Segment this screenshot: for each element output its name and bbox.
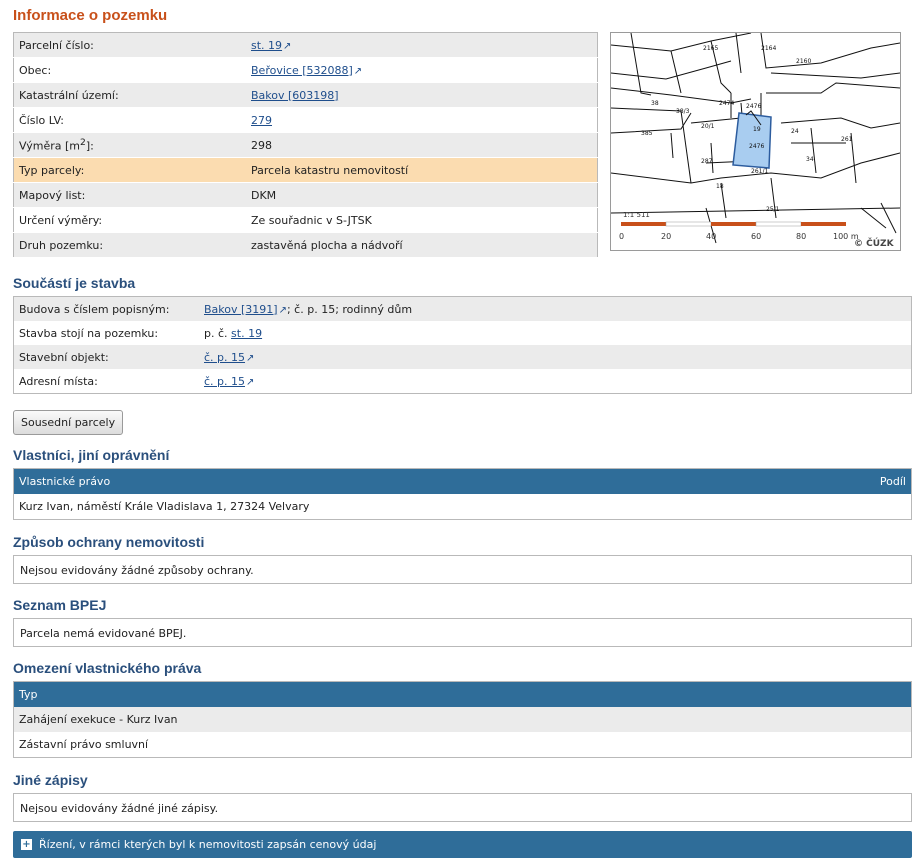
map-label: 2476 <box>749 143 765 150</box>
restrictions-header-type: Typ <box>19 688 38 701</box>
map-drawing <box>611 33 900 250</box>
map-label: 287 <box>701 158 713 165</box>
label-typ-parcely: Typ parcely: <box>14 158 247 183</box>
label-druh-pozemku: Druh pozemku: <box>14 233 247 258</box>
stoji-na-prefix: p. č. <box>204 326 228 340</box>
label-katastralni-uzemi: Katastrální území: <box>14 83 247 108</box>
label-obec: Obec: <box>14 58 247 83</box>
value-adresni-mista <box>199 369 912 394</box>
row-budova <box>14 297 912 322</box>
label-budova: Budova s číslem popisným: <box>14 297 200 322</box>
scale-tick: 80 <box>796 232 807 241</box>
section-title-stavba: Součástí je stavba <box>13 275 136 291</box>
value-druh-pozemku: zastavěná plocha a nádvoří <box>246 233 598 258</box>
owners-table <box>13 468 912 520</box>
map-copyright: © ČÚZK <box>854 239 894 249</box>
neighbor-parcels-button[interactable]: Sousední parcely <box>13 410 123 435</box>
link-obec[interactable]: Beřovice [532088] <box>251 63 353 77</box>
price-proceedings-toggle[interactable] <box>13 831 912 858</box>
owners-header <box>14 469 911 494</box>
link-katastralni-uzemi[interactable]: Bakov [603198] <box>251 88 339 102</box>
row-vymera <box>14 133 598 158</box>
map-scale-ticks <box>619 232 859 241</box>
label-vymera <box>14 133 247 158</box>
parcel-info-table <box>13 32 598 258</box>
row-druh-pozemku <box>14 233 598 258</box>
value-katastralni-uzemi <box>246 83 598 108</box>
row-urceni-vymery <box>14 208 598 233</box>
value-stoji-na <box>199 321 912 345</box>
price-proceedings-label: Řízení, v rámci kterých byl k nemovitosti zapsán cenový údaj <box>39 838 377 851</box>
section-title-bpej: Seznam BPEJ <box>13 597 107 613</box>
external-link-icon[interactable]: ↗ <box>246 376 255 388</box>
row-stavebni-objekt <box>14 345 912 369</box>
section-title-jine: Jiné zápisy <box>13 772 88 788</box>
value-stavebni-objekt <box>199 345 912 369</box>
label-vymera-end: ]: <box>85 139 94 153</box>
label-parcelni-cislo: Parcelní číslo: <box>14 33 247 58</box>
scale-tick: 100 m <box>833 232 859 241</box>
building-table <box>13 296 912 394</box>
scale-tick: 40 <box>706 232 717 241</box>
label-stoji-na: Stavba stojí na pozemku: <box>14 321 200 345</box>
owner-row: Kurz Ivan, náměstí Krále Vladislava 1, 27324 Velvary <box>19 500 310 513</box>
value-parcelni-cislo <box>246 33 598 58</box>
other-records-box: Nejsou evidovány žádné jiné zápisy. <box>13 793 912 822</box>
external-link-icon[interactable]: ↗ <box>246 352 255 364</box>
value-typ-parcely: Parcela katastru nemovitostí <box>246 158 598 183</box>
restrictions-table <box>13 681 912 758</box>
map-label: 34 <box>806 156 814 163</box>
map-label: 18 <box>716 183 724 190</box>
map-label: 2160 <box>796 58 812 65</box>
row-obec <box>14 58 598 83</box>
map-label: 25/1 <box>766 206 780 213</box>
map-label: 19 <box>753 126 761 133</box>
row-katastralni-uzemi <box>14 83 598 108</box>
label-stavebni-objekt: Stavební objekt: <box>14 345 200 369</box>
label-vymera-text: Výměra [m <box>19 139 80 153</box>
map-label: 24 <box>791 128 799 135</box>
restriction-row: Zástavní právo smluvní <box>19 738 149 751</box>
link-parcel-number[interactable]: st. 19 <box>251 38 283 52</box>
row-parcelni-cislo <box>14 33 598 58</box>
bpej-box: Parcela nemá evidované BPEJ. <box>13 618 912 647</box>
map-label: 38 <box>651 100 659 107</box>
restrictions-header <box>14 682 911 707</box>
label-cislo-lv: Číslo LV: <box>14 108 247 133</box>
link-adresni-mista[interactable]: č. p. 15 <box>204 374 246 388</box>
value-urceni-vymery: Ze souřadnic v S-JTSK <box>246 208 598 233</box>
label-adresni-mista: Adresní místa: <box>14 369 200 394</box>
scale-tick: 60 <box>751 232 762 241</box>
row-cislo-lv <box>14 108 598 133</box>
row-mapovy-list <box>14 183 598 208</box>
restriction-row: Zahájení exekuce - Kurz Ivan <box>14 707 911 732</box>
row-adresni-mista <box>14 369 912 394</box>
link-cislo-lv[interactable]: 279 <box>251 113 272 127</box>
map-label: 2164 <box>761 45 777 52</box>
section-title-vlastnici: Vlastníci, jiní oprávnění <box>13 447 170 463</box>
map-scale-label: 1:1 511 <box>623 211 650 219</box>
external-link-icon[interactable]: ↗ <box>353 65 363 77</box>
map-label: 2476 <box>746 103 762 110</box>
row-typ-parcely <box>14 158 598 183</box>
scale-tick: 0 <box>619 232 625 241</box>
link-budova[interactable]: Bakov [3191] <box>204 302 278 316</box>
owners-header-share: Podíl <box>879 475 906 488</box>
value-obec <box>246 58 598 83</box>
cadastral-map[interactable] <box>610 32 901 251</box>
map-label: 261/1 <box>751 168 769 175</box>
scale-tick: 20 <box>661 232 672 241</box>
map-label: 20/1 <box>701 123 715 130</box>
protection-box: Nejsou evidovány žádné způsoby ochrany. <box>13 555 912 584</box>
value-vymera: 298 <box>246 133 598 158</box>
map-label: 2474 <box>719 100 735 107</box>
page-title: Informace o pozemku <box>13 7 168 24</box>
section-title-ochrana: Způsob ochrany nemovitosti <box>13 534 205 550</box>
budova-detail: ; č. p. 15; rodinný dům <box>286 302 413 316</box>
label-mapovy-list: Mapový list: <box>14 183 247 208</box>
value-budova <box>199 297 912 322</box>
section-title-omezeni: Omezení vlastnického práva <box>13 660 202 676</box>
map-label: 38/3 <box>676 108 690 115</box>
value-cislo-lv <box>246 108 598 133</box>
link-stavebni-objekt[interactable]: č. p. 15 <box>204 350 246 364</box>
link-stoji-na[interactable]: st. 19 <box>231 326 263 340</box>
plus-icon[interactable]: + <box>22 839 31 850</box>
label-urceni-vymery: Určení výměry: <box>14 208 247 233</box>
external-link-icon[interactable]: ↗ <box>278 304 287 316</box>
value-mapovy-list: DKM <box>246 183 598 208</box>
map-label: 2165 <box>703 45 719 52</box>
map-scale-bar <box>621 222 846 226</box>
label-vymera-sup: 2 <box>80 137 86 149</box>
external-link-icon[interactable]: ↗ <box>283 40 292 52</box>
map-label: 385 <box>641 130 653 137</box>
owners-header-right-type: Vlastnické právo <box>19 475 111 488</box>
map-label: 261 <box>841 136 853 143</box>
row-stoji-na <box>14 321 912 345</box>
